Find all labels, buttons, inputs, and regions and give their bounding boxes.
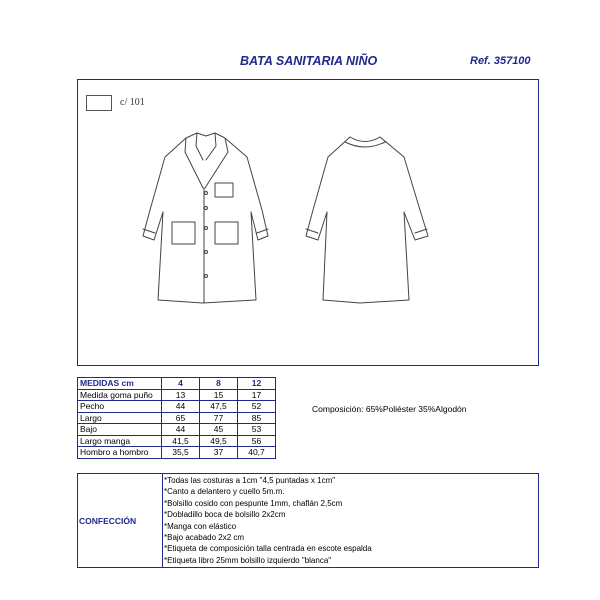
row-label: Hombro a hombro	[78, 447, 162, 459]
confection-item: *Bolsillo cosido con pespunte 1mm, chaflán 2,5cm	[164, 498, 343, 508]
table-row	[78, 424, 276, 436]
table-row	[78, 447, 276, 459]
confection-item: *Todas las costuras a 1cm "4,5 puntadas x 1cm"	[164, 476, 336, 485]
table-header-row	[78, 378, 276, 390]
table-row	[78, 389, 276, 401]
document-title: BATA SANITARIA NIÑO	[240, 54, 378, 68]
row-value: 45	[200, 424, 238, 436]
row-label: Largo	[78, 412, 162, 424]
composition-text: Composición: 65%Poliéster 35%Algodón	[312, 404, 467, 414]
confection-item: *Etiqueta de composición talla centrada en escote espalda	[164, 544, 372, 554]
row-label: Largo manga	[78, 435, 162, 447]
row-value: 47,5	[200, 401, 238, 413]
table-header: MEDIDAS cm	[78, 378, 162, 390]
row-value: 49,5	[200, 435, 238, 447]
row-value: 53	[238, 424, 276, 436]
row-value: 65	[162, 412, 200, 424]
confection-item: *Etiqueta libro 25mm bolsillo izquierdo "blanca"	[164, 555, 332, 565]
table-row	[78, 401, 276, 413]
row-value: 35,5	[162, 447, 200, 459]
table-header: 4	[162, 378, 200, 390]
row-value: 17	[238, 389, 276, 401]
confection-item: *Canto a delantero y cuello 5m.m.	[164, 487, 285, 497]
row-label: Medida goma puño	[78, 389, 162, 401]
row-value: 44	[162, 424, 200, 436]
measures-table	[77, 377, 276, 459]
color-code: c/ 101	[120, 97, 145, 108]
row-label: Pecho	[78, 401, 162, 413]
row-value: 52	[238, 401, 276, 413]
back-view	[306, 137, 428, 303]
table-row	[78, 412, 276, 424]
row-value: 13	[162, 389, 200, 401]
table-header: 8	[200, 378, 238, 390]
confection-item: *Bajo acabado 2x2 cm	[164, 533, 245, 543]
confection-list	[164, 475, 372, 566]
row-label: Bajo	[78, 424, 162, 436]
row-value: 15	[200, 389, 238, 401]
row-value: 37	[200, 447, 238, 459]
row-value: 77	[200, 412, 238, 424]
row-value: 56	[238, 435, 276, 447]
front-view	[143, 133, 268, 303]
confection-item: *Manga con elástico	[164, 521, 237, 531]
confection-label: CONFECCIÓN	[79, 516, 137, 526]
confection-divider	[162, 473, 163, 568]
table-header: 12	[238, 378, 276, 390]
table-row	[78, 435, 276, 447]
row-value: 44	[162, 401, 200, 413]
row-value: 41,5	[162, 435, 200, 447]
reference-number: Ref. 357100	[470, 55, 531, 67]
confection-item: *Dobladillo boca de bolsillo 2x2cm	[164, 510, 286, 520]
row-value: 40,7	[238, 447, 276, 459]
row-value: 85	[238, 412, 276, 424]
